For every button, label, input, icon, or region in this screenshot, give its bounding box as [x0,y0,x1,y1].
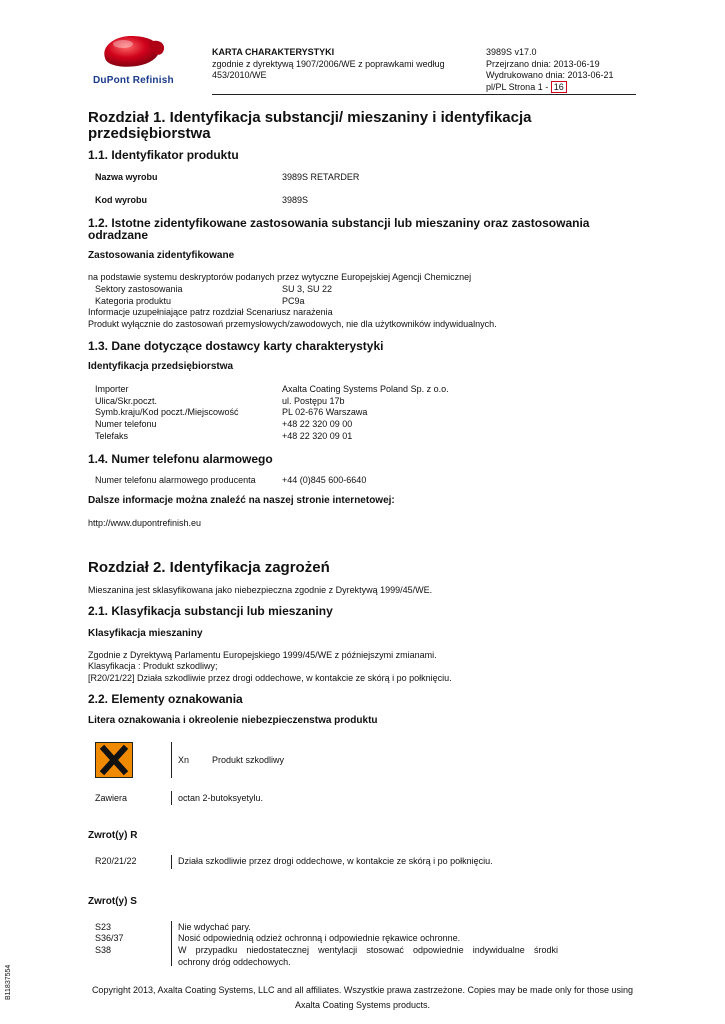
label-elements-heading: Litera oznakowania i okreolenie niebezpieczenstwa produktu [88,715,378,726]
supplementary-info: Informacje uzupełniające patrz rozdział Scenariusz narażenia [88,307,333,317]
doc-title: KARTA CHARAKTERYSTYKI [212,47,335,57]
supplier-value: +48 22 320 09 00 [282,419,353,429]
sector-label: Sektory zastosowania [95,284,183,294]
product-version: 3989S v17.0 [486,47,537,57]
supplier-label: Importer [95,384,129,394]
section2-title: Rozdział 2. Identyfikacja zagrożeń [88,559,330,576]
page-prefix: pl/PL Strona 1 - [486,82,549,92]
r-phrase-text: Działa szkodliwie przez drogi oddechowe, w kontakcie ze skórą i po połknięciu. [178,856,493,866]
logo-text: DuPont Refinish [93,75,174,86]
subsection-2-1: 2.1. Klasyfikacja substancji lub mieszaniny [88,604,333,618]
supplier-label: Symb.kraju/Kod poczt./Miejscowość [95,407,239,417]
supplier-label: Telefaks [95,431,129,441]
section1-title-line1: Rozdział 1. Identyfikacja substancji/ mieszaniny i identyfikacja [88,109,532,126]
subsection-1-4: 1.4. Numer telefonu alarmowego [88,452,273,466]
section2-intro: Mieszanina jest sklasyfikowana jako niebezpieczna zgodnie z Dyrektywą 1999/45/WE. [88,585,433,595]
s-phrase-text: W przypadku niedostatecznej wentylacji stosować odpowiednie indywidualne środki [178,945,558,955]
r-divider [171,855,172,869]
product-name-value: 3989S RETARDER [282,172,360,182]
subsection-1-2-line1: 1.2. Istotne zidentyfikowane zastosowania substancji lub mieszaniny oraz zastosowania [88,216,590,230]
harmful-xn-pictogram-icon [95,742,133,778]
supplier-value: +48 22 320 09 01 [282,431,353,441]
supplier-row [95,419,157,431]
classification-line2: Klasyfikacja : Produkt szkodliwy; [88,661,218,671]
company-logo [93,28,173,88]
s-phrase-text: Nie wdychać pary. [178,922,251,932]
s-divider [171,921,172,966]
supplier-value: ul. Postępu 17b [282,396,345,406]
product-name-label: Nazwa wyrobu [95,172,158,182]
header-divider [212,94,636,95]
contains-value: octan 2-butoksyetylu. [178,793,264,803]
contains-divider [171,791,172,805]
supplier-row [95,407,239,419]
r-phrases-heading: Zwrot(y) R [88,830,138,841]
category-label: Kategoria produktu [95,296,172,306]
subsection-1-2-line2: odradzane [88,228,149,242]
subsection-2-2: 2.2. Elementy oznakowania [88,692,243,706]
classification-line3: [R20/21/22] Działa szkodliwie przez drogi oddechowe, w kontakcie ze skórą i po połknięciu. [88,673,452,683]
page-total: 16 [551,81,567,93]
classification-heading: Klasyfikacja mieszaniny [88,628,203,639]
s-phrase-code: S23 [95,922,112,932]
subsection-1-3: 1.3. Dane dotyczące dostawcy karty charakterystyki [88,339,384,353]
r-phrase-code: R20/21/22 [95,856,137,866]
s-phrases-heading: Zwrot(y) S [88,896,137,907]
supplier-row [95,396,157,408]
doc-subtitle-line2: 453/2010/WE [212,70,267,80]
industrial-use-note: Produkt wyłącznie do zastosowań przemysłowych/zawodowych, nie dla użytkowników indywidualnych. [88,319,497,329]
supplier-value: Axalta Coating Systems Poland Sp. z o.o. [282,384,449,394]
s-phrase-code: S38 [95,945,112,955]
supplier-label: Ulica/Skr.poczt. [95,396,158,406]
dupont-oval-logo-icon [93,28,173,74]
website-link[interactable]: http://www.dupontrefinish.eu [88,518,202,528]
supplier-row [95,384,129,396]
doc-subtitle-line1: zgodnie z dyrektywą 1907/2006/WE z poprawkami według [212,59,445,69]
symbol-divider [171,742,172,778]
copyright-line1: Copyright 2013, Axalta Coating Systems, LLC and all affiliates. Wszystkie prawa zastrzeżone. Copies may be made only for those using [91,985,634,995]
company-heading: Identyfikacja przedsiębiorstwa [88,361,234,372]
s-phrase-text: Nosić odpowiednią odzież ochronną i odpowiednie rękawice ochronne. [178,933,461,943]
page-indicator [486,81,567,94]
emergency-value: +44 (0)845 600-6640 [282,475,367,485]
symbol-text: Produkt szkodliwy [212,755,285,765]
revised-date: Przejrzano dnia: 2013-06-19 [486,59,600,69]
product-code-value: 3989S [282,195,309,205]
s-phrase-code: S36/37 [95,933,124,943]
printed-date: Wydrukowano dnia: 2013-06-21 [486,70,614,80]
supplier-row [95,431,128,443]
side-code-text: B11837554 [5,964,12,1000]
category-value: PC9a [282,296,305,306]
uses-heading: Zastosowania zidentyfikowane [88,250,235,261]
product-code-label: Kod wyrobu [95,195,147,205]
uses-intro: na podstawie systemu deskryptorów podanych przez wytyczne Europejskiej Agencji Chemicznej [88,272,472,282]
copyright-line2: Axalta Coating Systems products. [294,1000,431,1010]
supplier-label: Numer telefonu [95,419,157,429]
subsection-1-1: 1.1. Identyfikator produktu [88,148,239,162]
symbol-code: Xn [178,755,190,765]
contains-label: Zawiera [95,793,128,803]
supplier-value: PL 02-676 Warszawa [282,407,368,417]
emergency-label: Numer telefonu alarmowego producenta [95,475,256,485]
more-info-heading: Dalsze informacje można znaleźć na naszej stronie internetowej: [88,495,395,506]
s-phrase-text-continued: ochrony dróg oddechowych. [178,957,291,967]
classification-line1: Zgodnie z Dyrektywą Parlamentu Europejskiego 1999/45/WE z późniejszymi zmianami. [88,650,437,660]
sector-value: SU 3, SU 22 [282,284,333,294]
section1-title-line2: przedsiębiorstwa [88,125,211,142]
